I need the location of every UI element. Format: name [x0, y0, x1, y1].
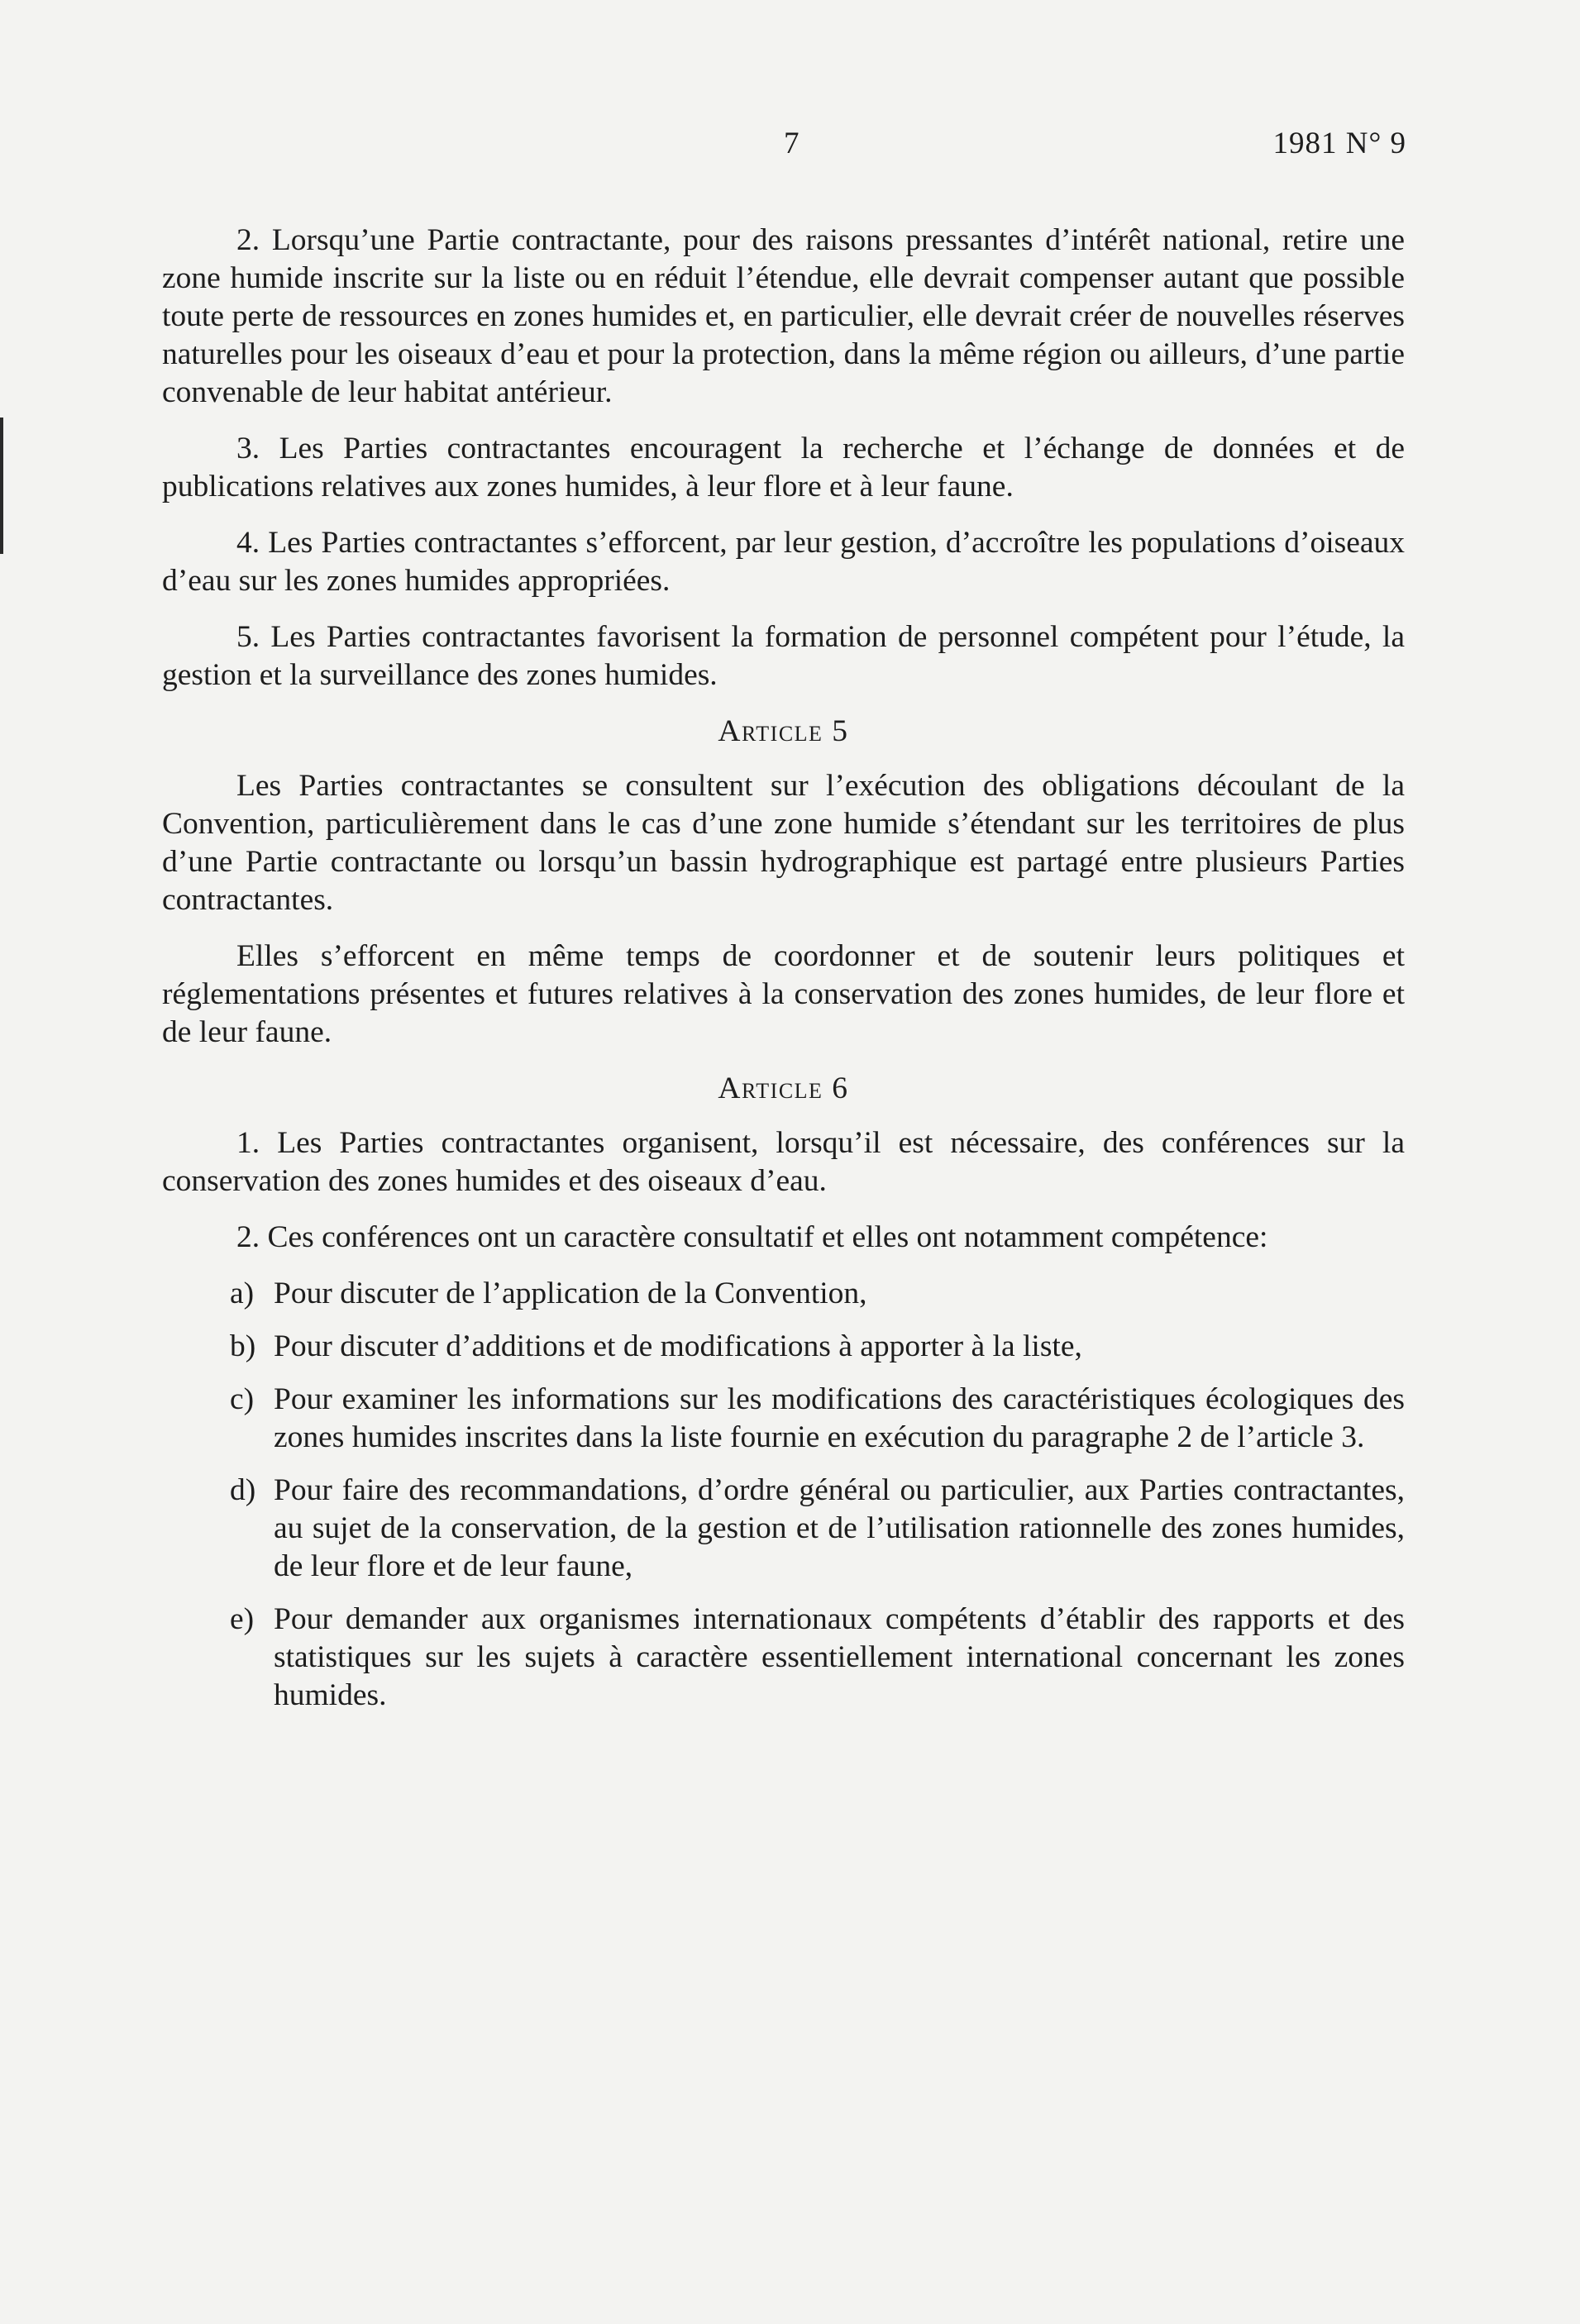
list-item-marker: c): [230, 1382, 255, 1416]
page-number: 7: [784, 126, 800, 160]
list-item: [162, 1275, 1405, 1313]
article-5-paragraph-1: Les Parties contractantes se consultent sur l’exécution des obligations découlant de la Convention, particulièrement dans le cas d’une zone humide s’étendant sur les territoires de plus d’une Partie contractante ou lorsqu’un bassin hydrographique est partagé entre plusieurs Parties contractantes.: [162, 769, 1405, 917]
list-item-text: Pour discuter d’additions et de modifications à apporter à la liste,: [274, 1329, 1082, 1363]
article-5-heading: Article 5: [718, 714, 849, 748]
paragraph-3: 3. Les Parties contractantes encouragent la recherche et l’échange de données et de publications relatives aux zones humides, à leur flore et à leur faune.: [162, 432, 1405, 503]
list-item-marker: b): [230, 1329, 256, 1363]
article-6-paragraph-2: 2. Ces conférences ont un caractère consultatif et elles ont notamment compétence:: [236, 1220, 1268, 1254]
list-item: [162, 1601, 1405, 1715]
list-item-text: Pour demander aux organismes internationaux compétents d’établir des rapports et des statistiques sur les sujets à caractère essentiellement international concernant les zones humides.: [274, 1602, 1405, 1712]
list-item-text: Pour examiner les informations sur les modifications des caractéristiques écologiques des zones humides inscrites dans la liste fournie en exécution du paragraphe 2 de l’article 3.: [274, 1382, 1405, 1454]
paragraph-2: 2. Lorsqu’une Partie contractante, pour des raisons pressantes d’intérêt national, retire une zone humide inscrite sur la liste ou en réduit l’étendue, elle devrait compenser autant que possible toute perte de ressources en zones humides et, en particulier, elle devrait créer de nouvelles réserves naturelles pour les oiseaux d’eau et pour la protection, dans la même région ou ailleurs, d’une partie convenable de leur habitat antérieur.: [162, 223, 1405, 409]
document-body: [162, 222, 1405, 1730]
list-item-marker: e): [230, 1602, 255, 1636]
paragraph-4: 4. Les Parties contractantes s’efforcent, par leur gestion, d’accroître les populations d’oiseaux d’eau sur les zones humides appropriées.: [162, 526, 1405, 598]
page-header: [0, 126, 1580, 175]
competence-list: [162, 1275, 1405, 1715]
page-edge-mark: [0, 418, 3, 554]
article-5-paragraph-2: Elles s’efforcent en même temps de coordonner et de soutenir leurs politiques et réglementations présentes et futures relatives à la conservation des zones humides, de leur flore et de leur faune.: [162, 939, 1405, 1049]
document-reference: 1981 N° 9: [1272, 126, 1406, 160]
list-item-marker: d): [230, 1473, 256, 1507]
list-item-text: Pour discuter de l’application de la Convention,: [274, 1277, 867, 1310]
list-item-text: Pour faire des recommandations, d’ordre général ou particulier, aux Parties contractantes, au sujet de la conservation, de la gestion et de l’utilisation rationnelle des zones humides, de leur flore et de leur faune,: [274, 1473, 1405, 1583]
list-item: [162, 1328, 1405, 1366]
list-item: [162, 1381, 1405, 1457]
list-item: [162, 1472, 1405, 1586]
article-6-heading: Article 6: [718, 1071, 849, 1105]
paragraph-5: 5. Les Parties contractantes favorisent la formation de personnel compétent pour l’étude, la gestion et la surveillance des zones humides.: [162, 620, 1405, 692]
article-6-paragraph-1: 1. Les Parties contractantes organisent, lorsqu’il est nécessaire, des conférences sur la conservation des zones humides et des oiseaux d’eau.: [162, 1126, 1405, 1198]
list-item-marker: a): [230, 1277, 255, 1310]
